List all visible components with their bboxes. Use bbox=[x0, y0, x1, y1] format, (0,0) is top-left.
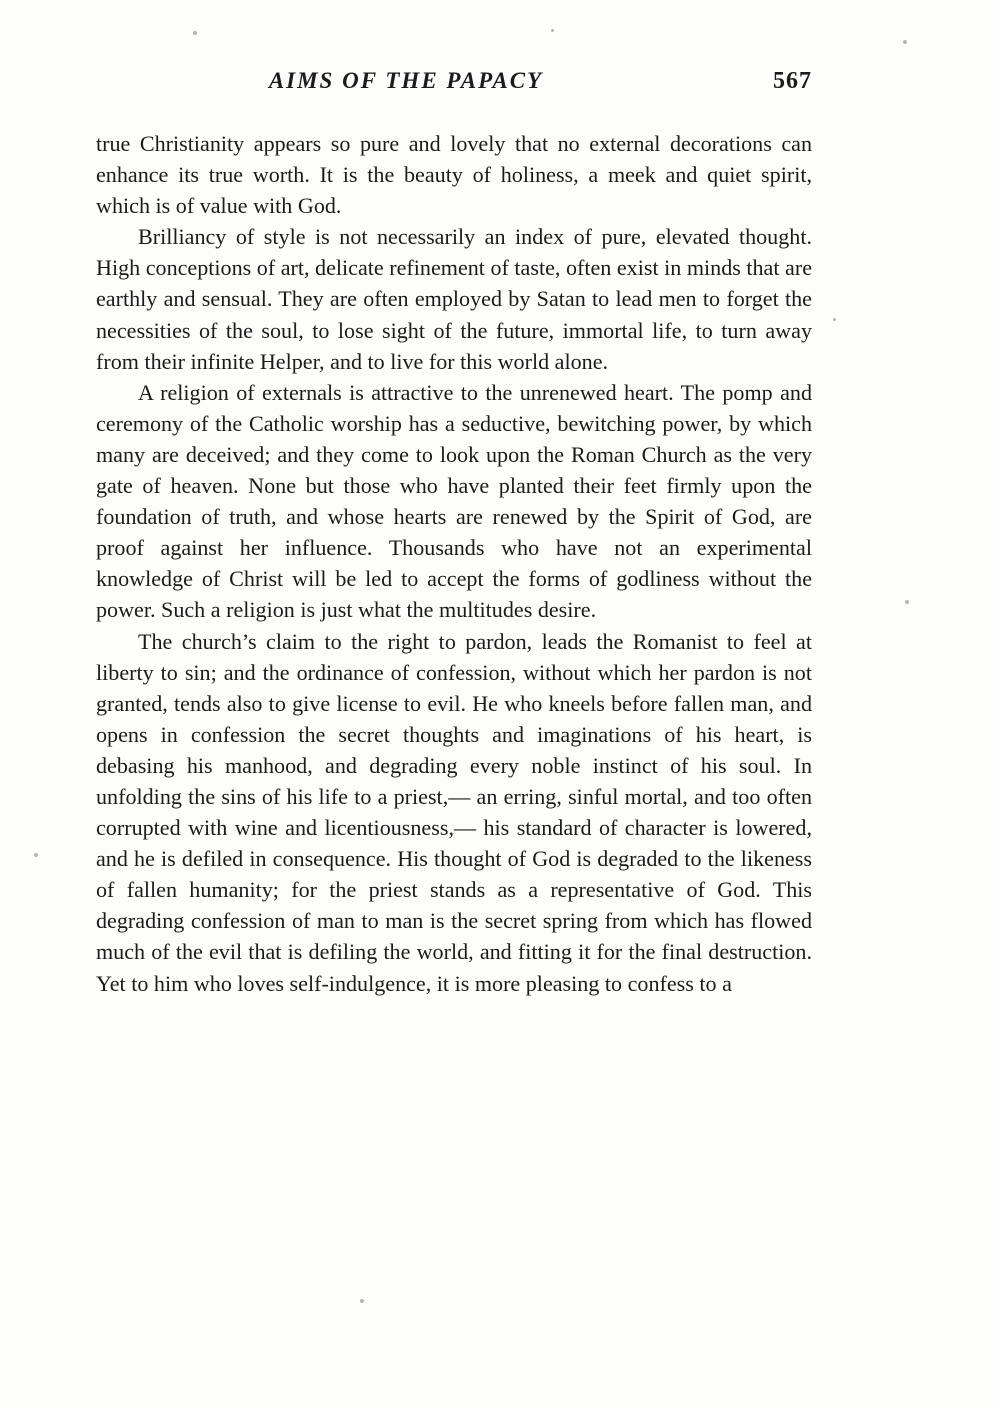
page-speck bbox=[833, 318, 836, 321]
paragraph: The church’s claim to the right to pardon, leads the Romanist to feel at liberty to sin; and the ordinance of confession, without which her pardon is not granted, tends also to give license to evil. He who kneels before fallen man, and opens in confession the secret thoughts and imaginations of his heart, is debasing his manhood, and degrading every noble instinct of his soul. In unfolding the sins of his life to a priest,— an erring, sinful mortal, and too often corrupted with wine and licentiousness,— his standard of character is lowered, and he is defiled in consequence. His thought of God is degraded to the likeness of fallen humanity; for the priest stands as a representative of God. This degrading confession of man to man is the secret spring from which has flowed much of the evil that is defiling the world, and fitting it for the final destruction. Yet to him who loves self-indulgence, it is more pleasing to confess to a bbox=[96, 628, 812, 996]
page-number: 567 bbox=[773, 68, 812, 94]
running-head: AIMS OF THE PAPACY bbox=[268, 68, 544, 93]
page-speck bbox=[193, 31, 197, 35]
page-speck bbox=[903, 40, 907, 44]
page-speck bbox=[34, 853, 38, 857]
paragraph: A religion of externals is attractive to the unrenewed heart. The pomp and ceremony of the Catholic worship has a seductive, bewitching power, by which many are deceived; and they come to look upon the Roman Church as the very gate of heaven. None but those who have planted their feet firmly upon the foundation of truth, and whose hearts are renewed by the Spirit of God, are proof against her influence. Thousands who have not an experimental knowledge of Christ will be led to accept the forms of godliness without the power. Such a religion is just what the multitudes desire. bbox=[96, 379, 812, 623]
body-text bbox=[96, 128, 812, 999]
page-header bbox=[96, 68, 812, 102]
page-speck bbox=[905, 600, 909, 604]
paragraph: true Christianity appears so pure and lovely that no external decorations can enhance its true worth. It is the beauty of holiness, a meek and quiet spirit, which is of value with God. bbox=[96, 131, 812, 219]
paragraph: Brilliancy of style is not necessarily an index of pure, elevated thought. High conceptions of art, delicate refinement of taste, often exist in minds that are earthly and sensual. They are often employed by Satan to lead men to forget the necessities of the soul, to lose sight of the future, immortal life, to turn away from their infinite Helper, and to live for this world alone. bbox=[96, 224, 812, 374]
page-speck bbox=[360, 1299, 364, 1303]
page-speck bbox=[551, 29, 554, 32]
